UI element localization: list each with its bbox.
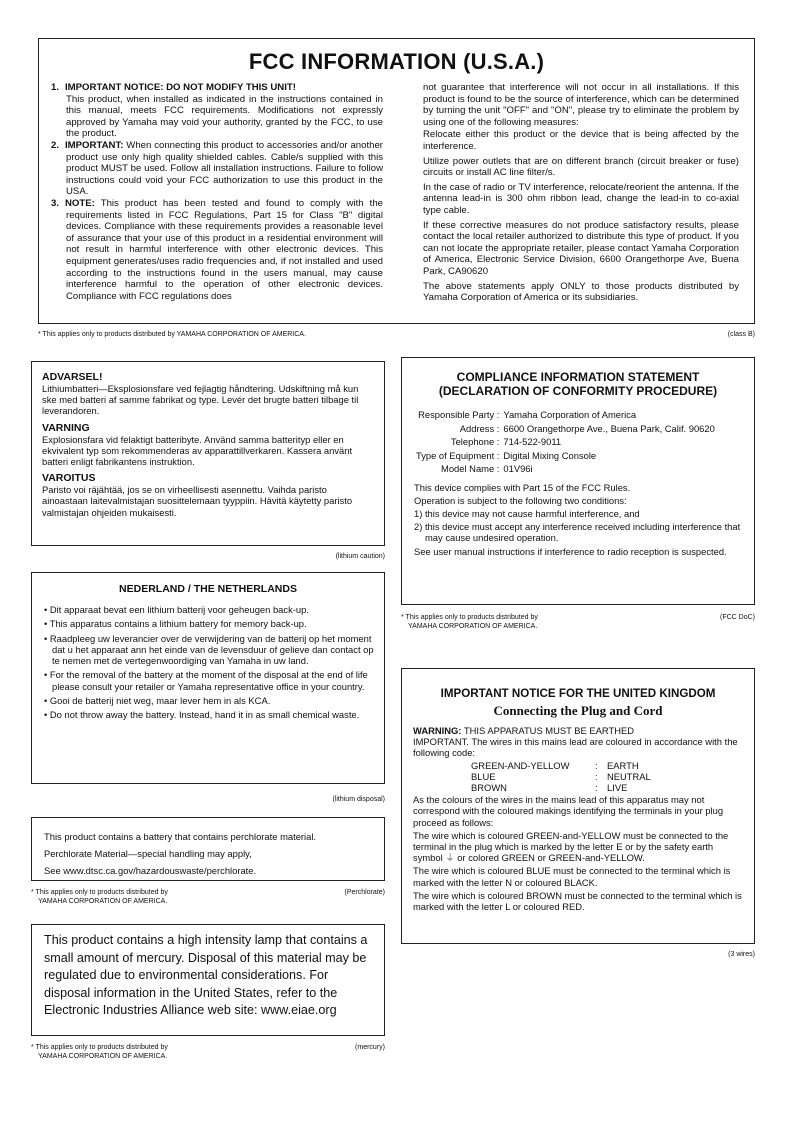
uk-color-code-row <box>471 760 743 771</box>
wire-color: BLUE <box>471 770 496 782</box>
bullet-icon: • <box>44 604 50 615</box>
responsible-party-row <box>414 449 717 463</box>
fcc-doc-tag: (FCC DoC) <box>720 614 755 621</box>
responsible-party-row <box>414 408 717 422</box>
fcc-item-1-number: 1. <box>51 82 60 93</box>
responsible-party-label: Model Name : <box>441 463 500 474</box>
wire-separator: : <box>595 770 598 782</box>
perchlorate-footnote-2: YAMAHA CORPORATION OF AMERICA. <box>38 898 168 905</box>
mercury-footnote-2: YAMAHA CORPORATION OF AMERICA. <box>38 1053 168 1060</box>
netherlands-bullet-list <box>42 604 374 721</box>
wire-color: BROWN <box>471 782 507 794</box>
responsible-party-value: Yamaha Corporation of America <box>503 409 637 420</box>
mercury-box <box>31 924 385 1036</box>
bullet-icon: • <box>44 695 50 707</box>
uk-color-code-row <box>471 771 743 782</box>
wire-meaning: EARTH <box>607 759 639 771</box>
lithium-caution-box <box>31 361 385 546</box>
netherlands-bullet-text: Gooi de batterij niet weg, maar lever hem in als KCA. <box>49 695 271 707</box>
fcc-item-3-number: 3. <box>51 197 60 209</box>
responsible-party-value: 714-522-9011 <box>503 436 562 447</box>
perchlorate-line-1: This product contains a battery that contains perchlorate material. <box>44 831 317 842</box>
fcc-information-box <box>38 38 755 324</box>
netherlands-bullet-text: This apparatus contains a lithium battery for memory back-up. <box>49 618 307 630</box>
mercury-tag: (mercury) <box>355 1044 385 1051</box>
perchlorate-footnote-1: * This applies only to products distributed by <box>31 889 168 896</box>
fcc-item-3-text: This product has been tested and found to comply with the requirements listed in FCC Regulations, Part 15 for Class "B" digital devices. Compliance with these requirements provides a reasonable level of assurance that your use of this product in a residential environment will not result in harmful interference with other electronic devices. This equipment generates/uses radio frequencies and, if not installed and used according to the instructions found in the users manual, may cause interference harmful to the operation of other electronic devices. Compliance with FCC regulations does <box>66 197 383 302</box>
uk-warning-text: THIS APPARATUS MUST BE EARTHED <box>461 725 635 736</box>
netherlands-bullet-item <box>42 709 374 720</box>
fcc-item-3 <box>51 198 383 302</box>
compliance-condition-2: 2) this device must accept any interference received including interference that may cause undesired operation. <box>414 521 741 544</box>
varning-text: Explosionsfara vid felaktigt batteribyte. Använd samma batterityp eller en ekvivalent typ som rekommenderas av apparattillverkaren. Kassera använt batteri enligt fabrikantens instruktion. <box>42 433 353 468</box>
uk-warning-heading: WARNING: <box>413 725 462 736</box>
fcc-right-p3: Utilize power outlets that are on different branch (circuit breaker or fuse) circuits or install AC line filter/s. <box>423 155 739 179</box>
varoitus-heading: VAROITUS <box>42 472 96 485</box>
compliance-p2: Operation is subject to the following two conditions: <box>414 494 627 506</box>
responsible-party-row <box>414 462 717 476</box>
mercury-footnote-1: * This applies only to products distributed by <box>31 1044 168 1051</box>
advarsel-text: Lithiumbatteri—Eksplosionsfare ved fejlagtig håndtering. Udskiftning må kun ske med batteri af samme fabrikat og type. Levér det brugte batteri tilbage til leverandoren. <box>42 383 359 417</box>
uk-p3: The wire which is coloured BLUE must be connected to the terminal which is marked with the letter N or coloured BLACK. <box>413 865 731 888</box>
uk-p4: The wire which is coloured BROWN must be connected to the terminal which is marked with the letter L or coloured RED. <box>413 889 742 913</box>
netherlands-bullet-item <box>42 604 374 615</box>
perchlorate-line-2: Perchlorate Material—special handling may apply, <box>44 848 252 859</box>
responsible-party-label: Address : <box>459 422 500 434</box>
compliance-footnote-1: * This applies only to products distributed by <box>401 614 538 621</box>
responsible-party-row <box>414 422 717 436</box>
responsible-party-label: Type of Equipment : <box>416 449 500 461</box>
fcc-item-2 <box>51 140 383 198</box>
fcc-right-p1: not guarantee that interference will not occur in all installations. If this product is found to be the source of interference, which can be determined by turning the unit "OFF" and "ON", please try to eliminate the problem by using one of the following measures: <box>423 82 739 128</box>
responsible-party-label: Responsible Party : <box>418 409 500 420</box>
bullet-icon: • <box>44 709 50 721</box>
netherlands-bullet-text: Raadpleeg uw leverancier over de verwijdering van de batterij op het moment dat u het apparaat ann het einde van de levensduur of gelieve dan contact op te nemen met de vertegenwoordiging van Yamaha in uw land. <box>49 632 374 667</box>
responsible-party-table <box>414 408 717 476</box>
compliance-condition-1: 1) this device may not cause harmful interference, and <box>414 507 640 519</box>
responsible-party-label: Telephone : <box>450 436 500 447</box>
compliance-p3: See user manual instructions if interference to radio reception is suspected. <box>414 545 727 557</box>
fcc-item-1-text: This product, when installed as indicated in the instructions contained in this manual, meets FCC requirements. Modifications not expressly approved by Yamaha may void your authority, granted by the FCC, to use the product. <box>66 93 383 140</box>
uk-important: IMPORTANT. The wires in this mains lead are coloured in accordance with the following code: <box>413 736 738 759</box>
netherlands-bullet-text: For the removal of the battery at the moment of the disposal at the end of life please consult your retailer or Yamaha representative office in your country. <box>49 669 368 692</box>
fcc-right-p4: In the case of radio or TV interference, relocate/reorient the antenna. If the antenna lead-in is 300 ohm ribbon lead, change the lead-in to co-axial type cable. <box>423 181 739 216</box>
varning-heading: VARNING <box>42 421 90 434</box>
uk-warning <box>413 725 743 736</box>
compliance-title-1: COMPLIANCE INFORMATION STATEMENT <box>456 370 700 384</box>
uk-p2-text-b: or colored GREEN or GREEN-and-YELLOW. <box>454 852 645 864</box>
uk-color-code-list <box>471 760 743 794</box>
netherlands-bullet-item <box>42 695 374 706</box>
bullet-icon: • <box>44 669 50 681</box>
fcc-item-2-text: When connecting this product to accessories and/or another product use only high quality shielded cables. Cable/s supplied with this product MUST be used. Follow all installation instructions. Failure to follow instructions could void your FCC authorization to use this product in the USA. <box>66 139 383 198</box>
uk-subtitle: Connecting the Plug and Cord <box>493 703 663 718</box>
uk-notice-box <box>401 668 755 944</box>
fcc-right-p5: If these corrective measures do not produce satisfactory results, please contact the local retailer authorized to distribute this type of product. If you can not locate the appropriate retailer, please contact Yamaha Corporation of America, Electronic Service Division, 6600 Orangethorpe Ave, Buena Park, CA90620 <box>423 219 739 277</box>
compliance-p1: This device complies with Part 15 of the FCC Rules. <box>414 481 631 493</box>
fcc-right-p6: The above statements apply ONLY to those products distributed by Yamaha Corporation of America or its subsidiaries. <box>423 280 739 304</box>
netherlands-box <box>31 572 385 784</box>
bullet-icon: • <box>44 632 50 644</box>
compliance-footnote-2: YAMAHA CORPORATION OF AMERICA. <box>408 623 538 630</box>
fcc-item-3-heading: NOTE: <box>65 197 95 209</box>
compliance-title-2: (DECLARATION OF CONFORMITY PROCEDURE) <box>438 384 718 398</box>
uk-p2-text-a: The wire which is coloured GREEN-and-YELLOW must be connected to the terminal in the plug which is marked by the letter E or by the safety earth symbol <box>413 829 729 864</box>
responsible-party-value: Digital Mixing Console <box>503 449 597 461</box>
wire-color: GREEN-AND-YELLOW <box>471 759 570 771</box>
netherlands-title: NEDERLAND / THE NETHERLANDS <box>119 583 297 595</box>
fcc-item-1 <box>51 82 383 94</box>
perchlorate-line-3: See www.dtsc.ca.gov/hazardouswaste/perchlorate. <box>44 865 257 876</box>
advarsel-heading: ADVARSEL! <box>42 371 103 383</box>
netherlands-bullet-item <box>42 669 374 692</box>
bullet-icon: • <box>44 618 50 630</box>
uk-p1: As the colours of the wires in the mains lead of this apparatus may not correspond with the coloured makings identifying the terminals in your plug proceed as follows: <box>413 794 724 828</box>
wire-meaning: LIVE <box>607 782 628 794</box>
perchlorate-box <box>31 817 385 881</box>
netherlands-bullet-text: Do not throw away the battery. Instead, hand it in as small chemical waste. <box>49 709 360 721</box>
mercury-text: This product contains a high intensity lamp that contains a small amount of mercury. Disposal of this material may be regulated due to environmental considerations. For disposal information in the United States, refer to the Electronic Industries Alliance web site: www.eiae.org <box>44 933 368 1018</box>
fcc-right-column <box>423 82 739 304</box>
wire-separator: : <box>595 759 598 771</box>
lithium-caution-tag: (lithium caution) <box>335 553 385 560</box>
uk-color-code-row <box>471 782 743 793</box>
fcc-item-2-heading: IMPORTANT: <box>65 139 124 151</box>
varoitus-text: Paristo voi räjähtää, jos se on virheellisesti asennettu. Vaihda paristo ainoastaan laitevalmistajan suosittelemaan tyyppiin. Hävitä käytetty paristo valmistajan ohjeiden mukaisesti. <box>42 484 353 518</box>
fcc-title: FCC INFORMATION (U.S.A.) <box>248 49 545 74</box>
fcc-right-p2: Relocate either this product or the device that is being affected by the interference. <box>423 129 739 152</box>
perchlorate-tag: (Perchlorate) <box>344 889 385 896</box>
three-wires-tag: (3 wires) <box>728 951 755 958</box>
wire-separator: : <box>595 782 598 794</box>
wire-meaning: NEUTRAL <box>607 770 651 782</box>
netherlands-bullet-item <box>42 633 374 667</box>
fcc-class-tag: (class B) <box>727 331 755 338</box>
responsible-party-row <box>414 435 717 449</box>
earth-symbol-icon: ⏚ <box>445 852 455 864</box>
fcc-left-column <box>51 82 383 302</box>
uk-p2 <box>413 830 743 864</box>
fcc-item-1-heading: IMPORTANT NOTICE: DO NOT MODIFY THIS UNIT! <box>65 82 296 93</box>
netherlands-bullet-text: Dit apparaat bevat een lithium batterij voor geheugen back-up. <box>49 604 309 615</box>
netherlands-bullet-item <box>42 618 374 629</box>
fcc-item-2-number: 2. <box>51 139 60 151</box>
lithium-disposal-tag: (lithium disposal) <box>332 796 385 803</box>
responsible-party-value: 01V96i <box>503 463 533 474</box>
responsible-party-value: 6600 Orangethorpe Ave., Buena Park, Calif. 90620 <box>503 422 715 434</box>
fcc-footnote: * This applies only to products distributed by YAMAHA CORPORATION OF AMERICA. <box>38 331 306 338</box>
compliance-box <box>401 357 755 605</box>
uk-title: IMPORTANT NOTICE FOR THE UNITED KINGDOM <box>440 687 716 700</box>
